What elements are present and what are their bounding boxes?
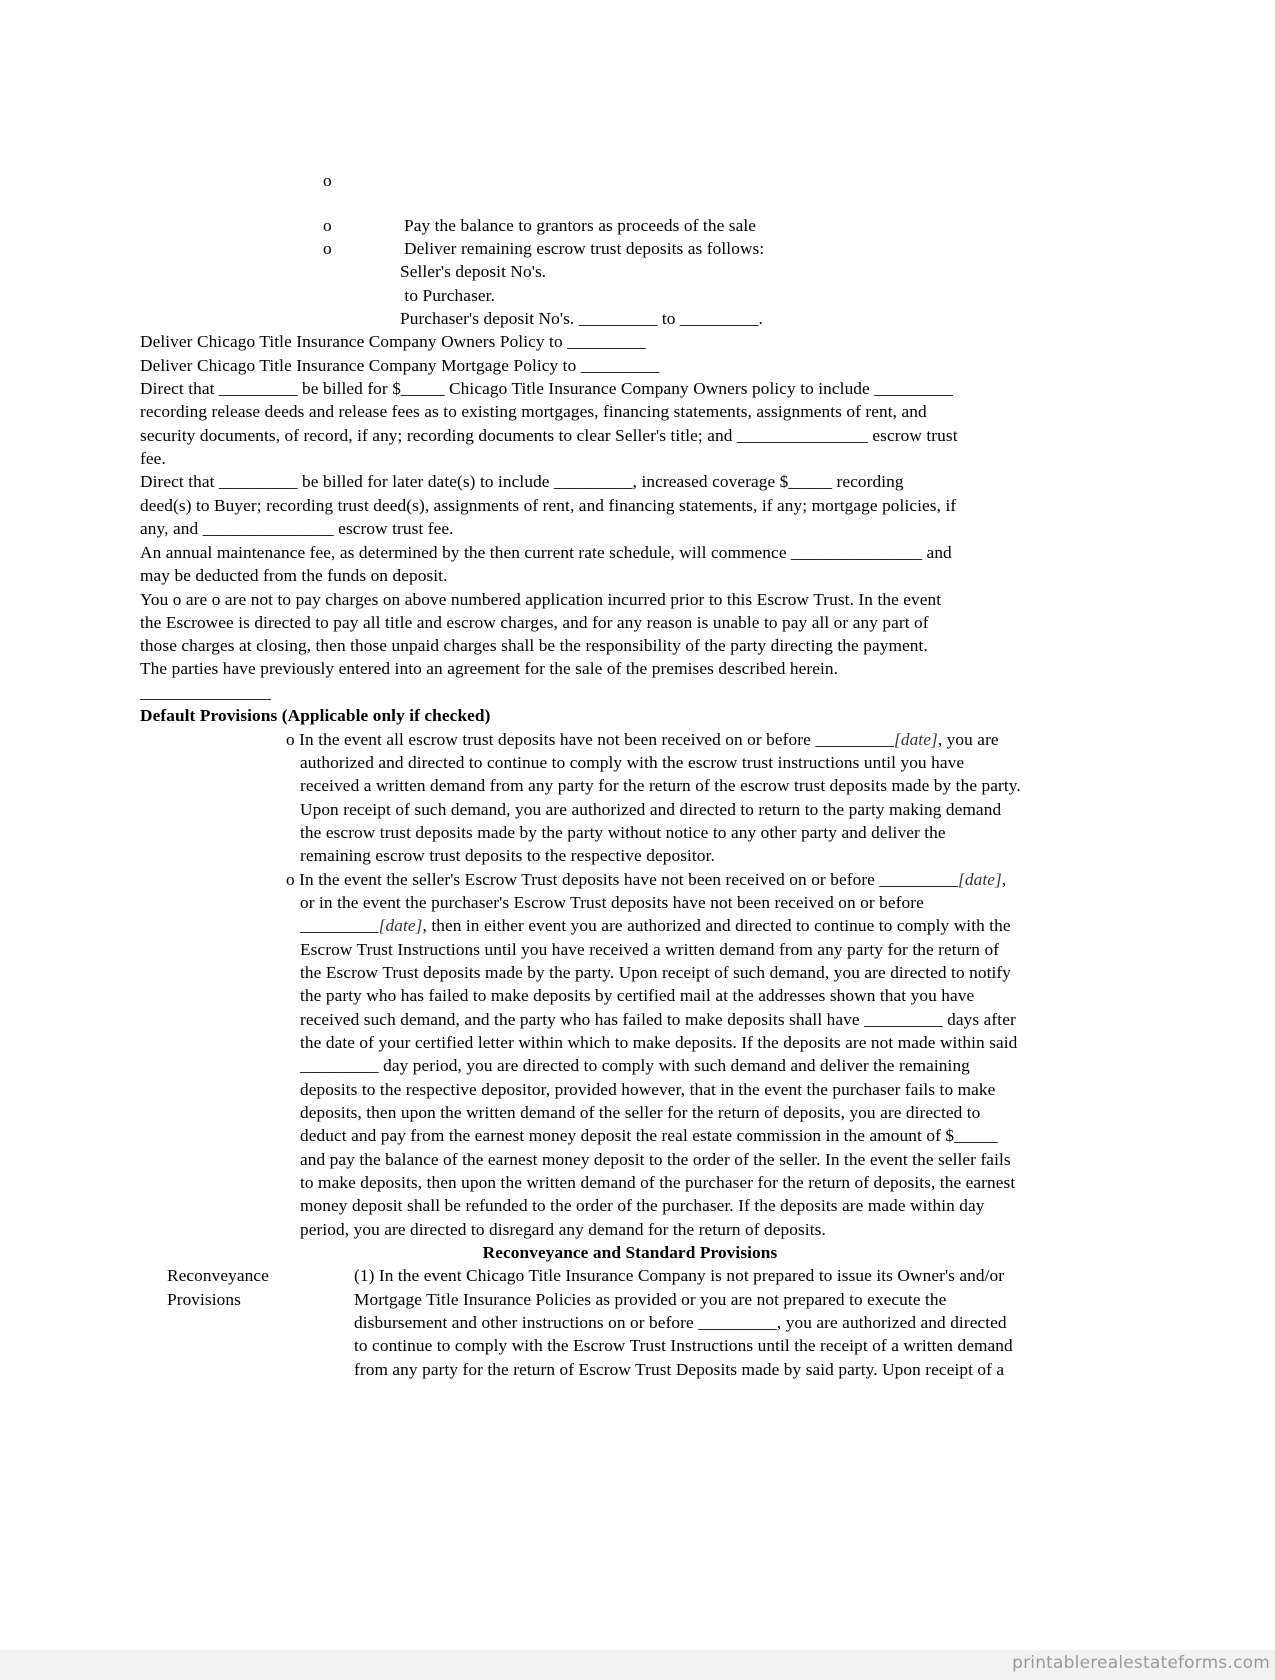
body-line: An annual maintenance fee, as determined by the then current rate schedule, will commence _______________ and [140,543,952,562]
body-line: fee. [140,449,166,468]
default-item-1-line: Upon receipt of such demand, you are authorized and directed to return to the party making demand [300,800,1002,819]
reconveyance-line: (1) In the event Chicago Title Insurance Company is not prepared to issue its Owner's and/or [354,1266,1005,1285]
body-line: deed(s) to Buyer; recording trust deed(s), assignments of rent, and financing statements, if any; mortgage policies, if [140,496,957,515]
reconveyance-side-label: Reconveyance [167,1266,269,1285]
separator-line: _______________ [140,683,272,702]
default-item-2-line: Escrow Trust Instructions until you have received a written demand from any party for the return of [300,940,1000,959]
body-line: recording release deeds and release fees as to existing mortgages, financing statements, assignments of rent, and [140,402,927,421]
body-line: Deliver Chicago Title Insurance Company Mortgage Policy to _________ [140,356,660,375]
body-line: the Escrowee is directed to pay all title and escrow charges, and for any reason is unable to pay all or any part of [140,613,929,632]
body-line: You o are o are not to pay charges on above numbered application incurred prior to this Escrow Trust. In the event [140,590,942,609]
default-item-2-line: money deposit shall be refunded to the order of the purchaser. If the deposits are made within day [300,1196,985,1215]
reconveyance-heading: Reconveyance and Standard Provisions [482,1243,778,1262]
default-item-2-line: deposits to the respective depositor, provided however, that in the event the purchaser fails to make [300,1080,996,1099]
default-item-2-line: received such demand, and the party who has failed to make deposits shall have _________ days after [300,1010,1016,1029]
checkbox-marker[interactable]: o [286,870,295,889]
default-item-2-line: deposits, then upon the written demand of the seller for the return of deposits, you are directed to [300,1103,981,1122]
default-item-2-first-line: o In the event the seller's Escrow Trust deposits have not been received on or before _________[date], [286,870,1007,889]
reconveyance-line: from any party for the return of Escrow Trust Deposits made by said party. Upon receipt of a [354,1360,1005,1379]
body-line: Deliver Chicago Title Insurance Company Owners Policy to _________ [140,332,646,351]
default-item-2-line: _________ day period, you are directed to comply with such demand and deliver the remaining [300,1056,970,1075]
bullet-text-deliver-deposits: Deliver remaining escrow trust deposits as follows: [404,239,765,258]
date-placeholder: [date] [958,870,1002,889]
to-purchaser-line: to Purchaser. [400,286,495,305]
seller-deposit-line: Seller's deposit No's. [400,262,547,281]
default-item-1-line: the escrow trust deposits made by the party without notice to any other party and deliver the [300,823,946,842]
reconveyance-line: to continue to comply with the Escrow Trust Instructions until the receipt of a written demand [354,1336,1013,1355]
default-item-1-line: authorized and directed to continue to comply with the escrow trust instructions until you have [300,753,965,772]
default-item-2-line: period, you are directed to disregard any demand for the return of deposits. [300,1220,826,1239]
body-line: security documents, of record, if any; recording documents to clear Seller's title; and _______________ escrow trust [140,426,958,445]
reconveyance-line: Mortgage Title Insurance Policies as provided or you are not prepared to execute the [354,1290,947,1309]
default-provisions-heading: Default Provisions (Applicable only if checked) [140,706,491,725]
body-line: any, and _______________ escrow trust fee. [140,519,454,538]
default-item-2-line: the party who has failed to make deposits by certified mail at the addresses shown that you have [300,986,975,1005]
purchaser-deposit-line: Purchaser's deposit No's. _________ to _________. [400,309,763,328]
body-line: Direct that _________ be billed for later date(s) to include _________, increased coverage $_____ recording [140,472,904,491]
reconveyance-line: disbursement and other instructions on or before _________, you are authorized and directed [354,1313,1007,1332]
default-item-1-first-line: o In the event all escrow trust deposits have not been received on or before _________[date], you are [286,730,999,749]
body-line: those charges at closing, then those unpaid charges shall be the responsibility of the party directing the payment. [140,636,928,655]
default-item-2-line: _________[date], then in either event you are authorized and directed to continue to comply with the [300,916,1011,935]
reconveyance-side-label: Provisions [167,1290,241,1309]
body-line: may be deducted from the funds on deposit. [140,566,448,585]
default-item-1-line: received a written demand from any party for the return of the escrow trust deposits made by the party. [300,776,1021,795]
bullet-marker: o [323,216,332,235]
default-item-2-line: the Escrow Trust deposits made by the party. Upon receipt of such demand, you are directed to notify [300,963,1012,982]
default-item-2-line: the date of your certified letter within which to make deposits. If the deposits are not made within said [300,1033,1018,1052]
default-item-1-line: remaining escrow trust deposits to the respective depositor. [300,846,715,865]
body-line: The parties have previously entered into an agreement for the sale of the premises described herein. [140,659,839,678]
footer-bar [0,1650,1275,1680]
default-item-2-line: deduct and pay from the earnest money deposit the real estate commission in the amount of $_____ [300,1126,998,1145]
site-watermark[interactable]: printablerealestateforms.com [1012,1653,1270,1673]
body-line: Direct that _________ be billed for $_____ Chicago Title Insurance Company Owners policy to include _________ [140,379,953,398]
checkbox-marker[interactable]: o [286,730,295,749]
default-item-2-line: to make deposits, then upon the written demand of the purchaser for the return of deposits, the earnest [300,1173,1016,1192]
bullet-marker: o [323,171,332,190]
default-item-2-line: and pay the balance of the earnest money deposit to the order of the seller. In the event the seller fails [300,1150,1011,1169]
bullet-text-pay-balance: Pay the balance to grantors as proceeds of the sale [404,216,757,235]
bullet-marker: o [323,239,332,258]
date-placeholder: [date] [894,730,938,749]
date-placeholder: [date] [378,916,423,935]
default-item-2-line: or in the event the purchaser's Escrow Trust deposits have not been received on or before [300,893,924,912]
